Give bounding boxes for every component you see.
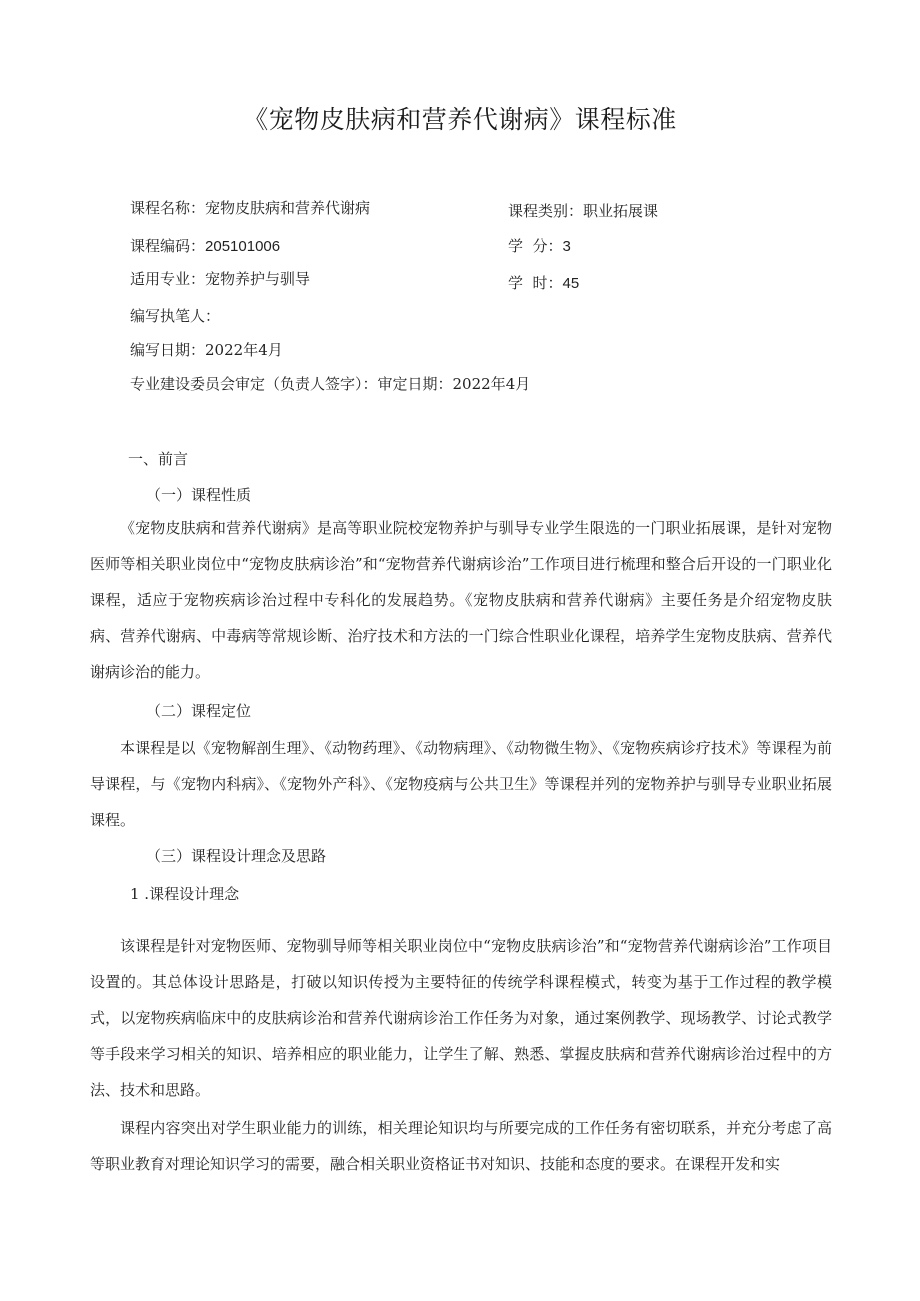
numbered-heading-design-concept: 1 .课程设计理念 bbox=[130, 885, 240, 903]
section-heading-preface: 一、前言 bbox=[128, 450, 189, 468]
review-date-value: 2022年4月 bbox=[452, 375, 531, 393]
author-label: 编写执笔人： bbox=[130, 307, 221, 325]
hours-label: 学 时： bbox=[508, 274, 563, 292]
credit-value: 3 bbox=[562, 238, 571, 255]
course-name-value: 宠物皮肤病和营养代谢病 bbox=[205, 199, 371, 217]
major-value: 宠物养护与驯导 bbox=[205, 270, 311, 288]
author-row bbox=[130, 306, 220, 326]
subheading-course-nature: （一）课程性质 bbox=[146, 486, 252, 504]
document-title: 《宠物皮肤病和营养代谢病》课程标准 bbox=[243, 105, 677, 134]
review-row bbox=[130, 374, 530, 394]
date-value: 2022年4月 bbox=[205, 341, 283, 359]
subheading-design-concept: （三）课程设计理念及思路 bbox=[146, 847, 327, 865]
course-name-label: 课程名称： bbox=[130, 199, 206, 217]
subheading-course-position: （二）课程定位 bbox=[146, 702, 252, 720]
course-code-row bbox=[130, 236, 280, 257]
paragraph-course-position: 本课程是以《宠物解剖生理》、《动物药理》、《动物病理》、《动物微生物》、《宠物疾病诊疗技术》等课程为前导课程，与《宠物内科病》、《宠物外产科》、《宠物疫病与公共卫生》等课程并列的宠物养护与驯导专业职业拓展课程。 bbox=[90, 739, 832, 829]
paragraph-course-content: 课程内容突出对学生职业能力的训练，相关理论知识均与所要完成的工作任务有密切联系，并充分考虑了高等职业教育对理论知识学习的需要，融合相关职业资格证书对知识、技能和态度的要求。在课程开发和实 bbox=[90, 1119, 832, 1173]
course-type-label: 课程类别： bbox=[508, 202, 584, 220]
course-name-row bbox=[130, 198, 370, 218]
review-label: 专业建设委员会审定（负责人签字）：审定日期： bbox=[130, 375, 453, 393]
course-code-value: 205101006 bbox=[205, 238, 281, 255]
hours-value: 45 bbox=[562, 275, 580, 292]
date-label: 编写日期： bbox=[130, 341, 206, 359]
course-type-row bbox=[508, 201, 658, 221]
hours-row bbox=[508, 273, 579, 294]
major-label: 适用专业： bbox=[130, 270, 206, 288]
paragraph-design-concept: 该课程是针对宠物医师、宠物驯导师等相关职业岗位中“宠物皮肤病诊治”和“宠物营养代谢病诊治”工作项目设置的。其总体设计思路是，打破以知识传授为主要特征的传统学科课程模式，转变为基于工作过程的教学模式，以宠物疾病临床中的皮肤病诊治和营养代谢病诊治工作任务为对象，通过案例教学、现场教学、讨论式教学等手段来学习相关的知识、培养相应的职业能力，让学生了解、熟悉、掌握皮肤病和营养代谢病诊治过程中的方法、技术和思路。 bbox=[90, 937, 832, 1099]
credit-label: 学 分： bbox=[508, 237, 563, 255]
credit-row bbox=[508, 236, 571, 257]
paragraph-course-nature: 《宠物皮肤病和营养代谢病》是高等职业院校宠物养护与驯导专业学生限选的一门职业拓展课，是针对宠物医师等相关职业岗位中“宠物皮肤病诊治”和“宠物营养代谢病诊治”工作项目进行梳理和整合后开设的一门职业化课程，适应于宠物疾病诊治过程中专科化的发展趋势。《宠物皮肤病和营养代谢病》主要任务是介绍宠物皮肤病、营养代谢病、中毒病等常规诊断、治疗技术和方法的一门综合性职业化课程，培养学生宠物皮肤病、营养代谢病诊治的能力。 bbox=[90, 519, 832, 681]
date-row bbox=[130, 340, 283, 360]
course-code-label: 课程编码： bbox=[130, 237, 206, 255]
course-type-value: 职业拓展课 bbox=[583, 202, 659, 220]
major-row bbox=[130, 269, 310, 289]
